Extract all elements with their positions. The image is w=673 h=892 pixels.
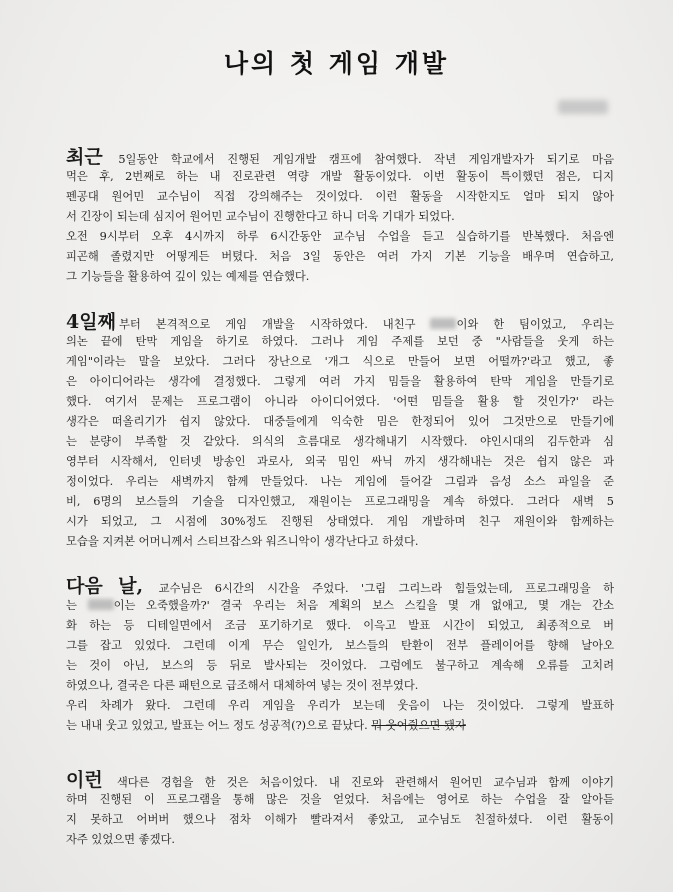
paragraph-line: 는 것이 아닌, 보스의 등 뒤로 발사되는 것이었다. 그럼에도 불구하고 계속해 오류를 고치려 [66,659,614,672]
lead-word: 이런 [66,770,103,790]
paragraph-line: 는 내내 웃고 있었고, 발표는 어느 정도 성공적(?)으로 끝났다. 뭐 웃어줬으면 됐자 [66,719,466,732]
struck-text: 뭐 웃어줬으면 됐자 [371,719,466,732]
paragraph-line: 먹은 후, 2번째로 하는 내 진로관련 역량 개발 활동이었다. 이번 활동이 특이했던 점은, 디지 [66,170,614,183]
paragraph-line: 모습을 지켜본 어머니께서 스티브잡스와 워즈니악이 생각난다고 하셨다. [66,535,419,548]
paragraph-line: 의논 끝에 탄막 게임을 하기로 하였다. 그러나 게임 주제를 보던 중 "사람들을 웃게 하는 [66,335,614,348]
lead-word: 다음 날, [66,576,144,596]
paragraph-line: 은 아이디어라는 생각에 결정했다. 그렇게 여러 가지 밈들을 활용하여 탄막 게임을 만들기로 [66,375,614,388]
paragraph-line: 우리 차례가 왔다. 그런데 우리 게임을 우리가 보는데 웃음이 나는 것이었다. 그렇게 발표하 [66,699,614,712]
paragraph-line: 영부터 시작해서, 인터넷 방송인 과로사, 외국 밈인 싸닉 까지 생각해내는 것은 쉽지 않은 과 [66,455,614,468]
page-title: 나의 첫 게임 개발 [223,49,450,78]
paragraph-2 [66,312,614,552]
paragraph-line: 했다. 여기서 문제는 프로그램이 아니라 아이디어였다. '어떤 밈들을 활용 할 것인가?' 라는 [66,395,614,408]
paragraph-line: 생각은 떠올리기가 쉽지 않았다. 대중들에게 익숙한 밈은 한정되어 있어 그것만으로 만들기에 [66,415,614,428]
lead-word: 4일째 [66,312,116,332]
paragraph-line: 오전 9시부터 오후 4시까지 하루 6시간동안 교수님 수업을 듣고 실습하기를 반복했다. 처음엔 [66,230,614,243]
paragraph-line: 비, 6명의 보스들의 기술을 디자인했고, 재원이는 프로그래밍을 계속 하였다. 그러다 새벽 5 [66,495,614,508]
paragraph-line: 펜공대 원어민 교수님이 직접 강의해주는 것이었다. 이런 활동을 시작한지도 얼마 되지 않아 [66,190,614,203]
paragraph-line: 자주 있었으면 좋겠다. [66,833,175,846]
paragraph-line: 이런 색다른 경험을 한 것은 처음이었다. 내 진로와 관련해서 원어민 교수님과 함께 이야기 [66,770,614,790]
paragraph-line: 피곤해 졸렸지만 어떻게든 버텼다. 처음 3일 동안은 여러 가지 기본 기능을 배우며 연습하고, [66,250,614,263]
paragraph-line: 최근 5일동안 학교에서 진행된 게임개발 캠프에 참여했다. 작년 게임개발자가 되기로 마음 [66,147,614,167]
paragraph-line: 하며 진행된 이 프로그램을 통해 많은 것을 얻었다. 처음에는 영어로 하는 수업을 잘 알아듣 [66,793,614,806]
paragraph-line: 는 이는 오죽했을까?' 결국 우리는 처음 계획의 보스 스킬을 몇 개 없애고, 몇 개는 간소 [66,599,614,612]
paragraph-line: 는 분량이 부족할 것 같았다. 의식의 흐름대로 생각해내기 시작했다. 야인시대의 김두한과 심 [66,435,614,448]
paragraph-line: 그를 잡고 있었다. 그런데 이게 무슨 일인가, 보스들의 탄환이 전부 플레이어를 향해 날아오 [66,639,614,652]
paragraph-3 [66,576,614,736]
paragraph-4 [66,770,614,850]
paragraph-line: 그 기능들을 활용하여 깊이 있는 예제를 연습했다. [66,270,310,283]
paragraph-1 [66,147,614,287]
redacted-name [430,318,456,329]
paragraph-line: 화 하는 등 디테일면에서 조금 포기하기로 했다. 이윽고 발표 시간이 되었고, 최종적으로 버 [66,619,614,632]
paragraph-line: 하였으나, 결국은 다른 패턴으로 급조해서 대체하여 넣는 것이 전부였다. [66,679,419,692]
paragraph-line: 지 못하고 어버버 했으나 점차 이해가 빨라져서 좋았고, 교수님도 친절하셨다. 이런 활동이 [66,813,614,826]
redacted-name [88,599,114,610]
paragraph-line: 정이었다. 우리는 새벽까지 함께 만들었다. 나는 게임에 들어갈 그림과 음성 소스 파일을 준 [66,475,614,488]
paragraph-line: 게임"이라는 말을 보았다. 그러다 장난으로 '개그 식으로 만들어 보면 어떨까?'라고 했고, 좋 [66,355,614,368]
lead-word: 최근 [66,147,103,167]
paragraph-line: 서 긴장이 되는데 심지어 원어민 교수님이 진행한다고 하니 더욱 기대가 되었다. [66,210,455,223]
paragraph-line: 4일째 부터 본격적으로 게임 개발을 시작하였다. 내친구 이와 한 팀이었고, 우리는 [66,312,614,332]
paragraph-line: 다음 날, 교수님은 6시간의 시간을 주었다. '그림 그리느라 힘들었는데, 프로그래밍을 하 [66,576,614,596]
paragraph-line: 시가 되었고, 그 시점에 30%정도 진행된 상태였다. 게임 개발하며 친구 재원이와 함께하는 [66,515,614,528]
author-name-redacted [558,100,608,114]
